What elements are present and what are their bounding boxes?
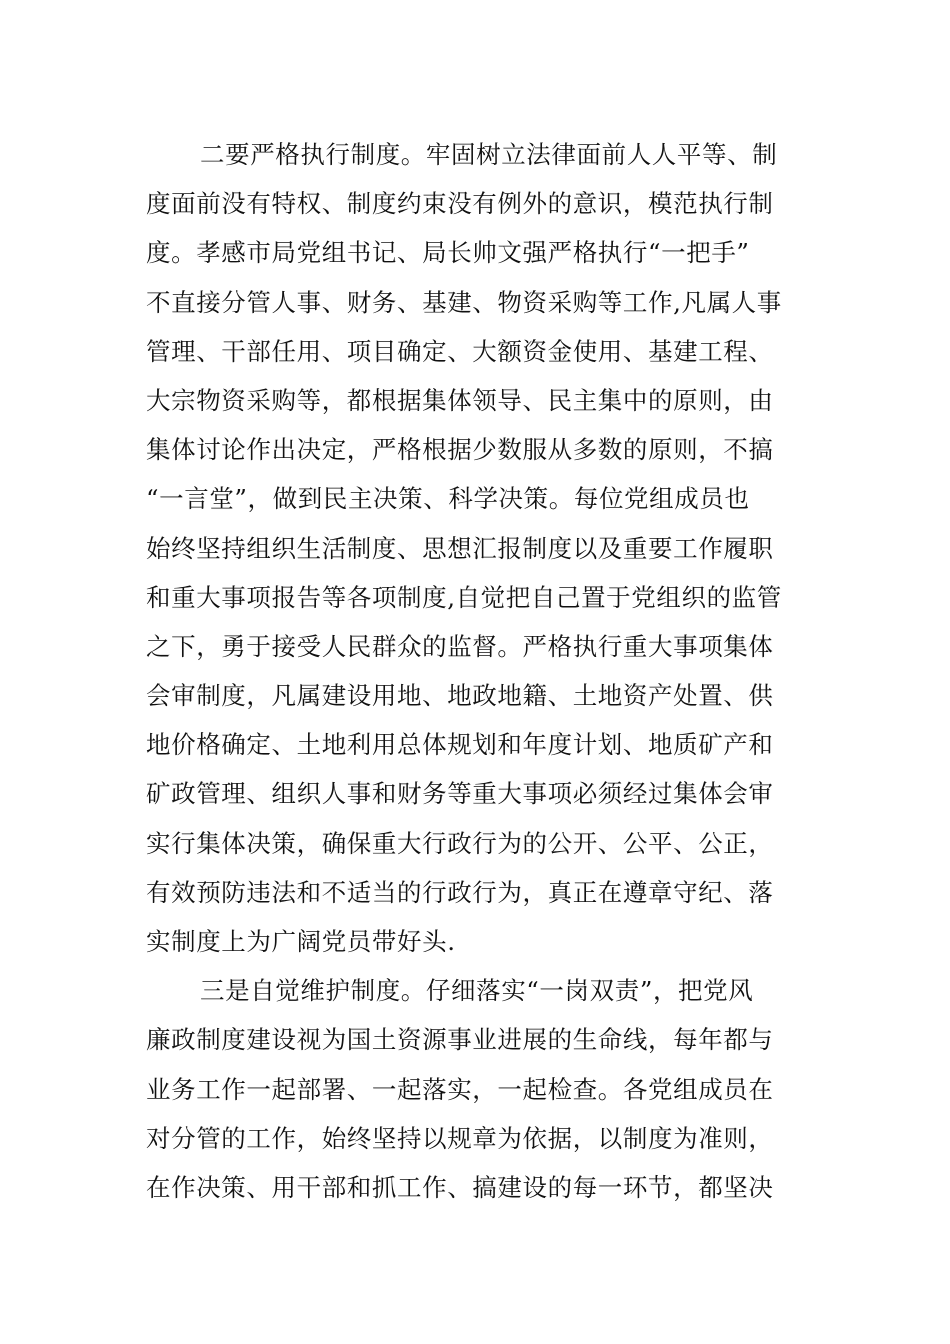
text-line: 之下，勇于接受人民群众的监督。严格执行重大事项集体 xyxy=(146,631,774,661)
text-line: 集体讨论作出决定，严格根据少数服从多数的原则，不搞 xyxy=(146,435,774,465)
text-line: 在作决策、用干部和抓工作、搞建设的每一环节，都坚决 xyxy=(146,1172,774,1202)
text-line: 矿政管理、组织人事和财务等重大事项必须经过集体会审 xyxy=(146,779,774,809)
text-line: 和重大事项报告等各项制度,自觉把自己置于党组织的监管 xyxy=(146,582,782,612)
text-line: 始终坚持组织生活制度、思想汇报制度以及重要工作履职 xyxy=(146,533,774,563)
text-line: 管理、干部任用、项目确定、大额资金使用、基建工程、 xyxy=(146,336,774,366)
text-line: 实行集体决策，确保重大行政行为的公开、公平、公正， xyxy=(146,828,774,858)
text-line: 廉政制度建设视为国土资源事业进展的生命线，每年都与 xyxy=(146,1025,774,1055)
text-line: 有效预防违法和不适当的行政行为，真正在遵章守纪、落 xyxy=(146,877,774,907)
text-line: 业务工作一起部署、一起落实，一起检查。各党组成员在 xyxy=(146,1074,774,1104)
body-text xyxy=(146,130,816,1212)
text-line: 大宗物资采购等，都根据集体领导、民主集中的原则，由 xyxy=(146,385,774,415)
text-line: “一言堂”，做到民主决策、科学决策。每位党组成员也 xyxy=(146,484,750,514)
text-line: 不直接分管人事、财务、基建、物资采购等工作,凡属人事 xyxy=(146,287,782,317)
text-line: 地价格确定、土地利用总体规划和年度计划、地质矿产和 xyxy=(146,730,774,760)
text-line: 对分管的工作，始终坚持以规章为依据，以制度为准则， xyxy=(146,1123,774,1153)
text-line: 会审制度，凡属建设用地、地政地籍、土地资产处置、供 xyxy=(146,681,774,711)
text-line-paragraph-start: 二要严格执行制度。牢固树立法律面前人人平等、制 xyxy=(200,140,778,169)
text-line-paragraph-start: 三是自觉维护制度。仔细落实“一岗双责”，把党风 xyxy=(200,976,754,1006)
text-line: 度。孝感市局党组书记、局长帅文强严格执行“一把手” xyxy=(146,238,750,268)
text-line: 度面前没有特权、制度约束没有例外的意识，模范执行制 xyxy=(146,189,774,219)
text-line: 实制度上为广阔党员带好头. xyxy=(146,927,456,956)
